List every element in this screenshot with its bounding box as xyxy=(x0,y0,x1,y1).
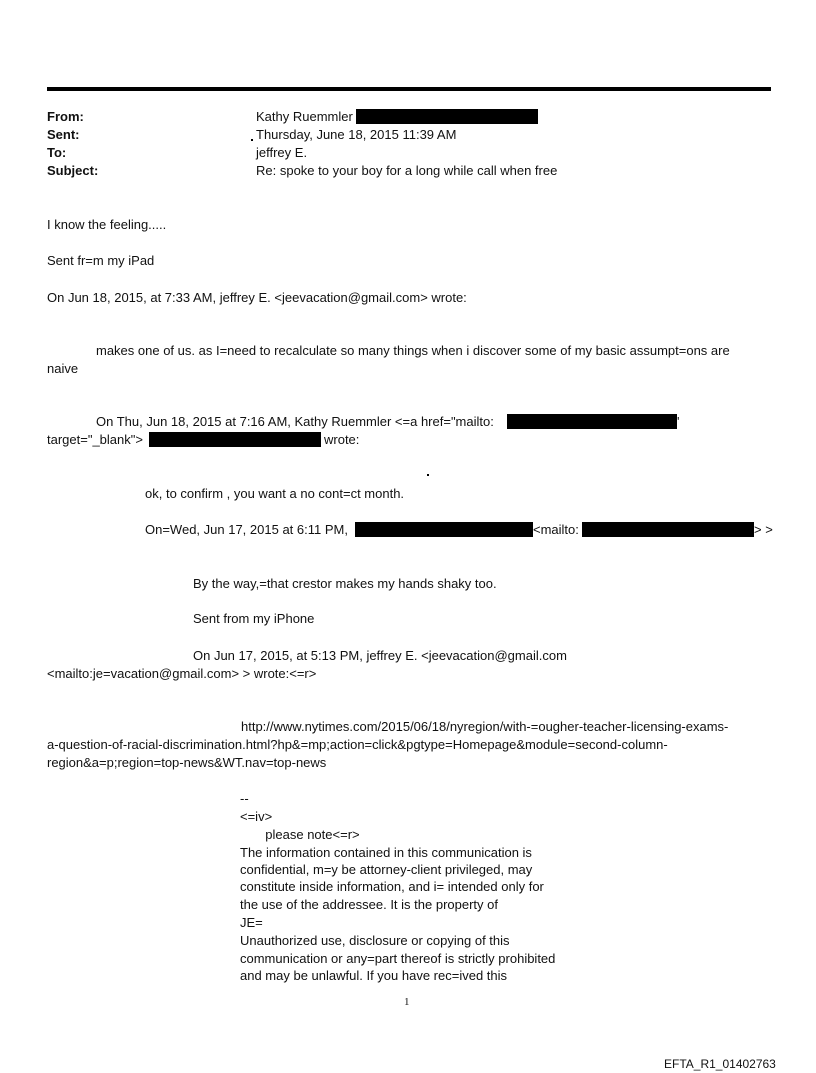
to-value: jeffrey E. xyxy=(256,145,308,160)
quote3-line: ok, to confirm , you want a no cont=ct month. xyxy=(145,486,405,501)
to-label: To: xyxy=(47,145,67,160)
sig-line: please note<=r> xyxy=(240,827,360,842)
quote4-line-a: On=Wed, Jun 17, 2015 at 6:11 PM, xyxy=(145,522,348,537)
body-line-2: Sent fr=m my iPad xyxy=(47,253,155,268)
sent-value: Thursday, June 18, 2015 11:39 AM xyxy=(256,127,457,142)
page-number: 1 xyxy=(404,996,410,1008)
quote2-line-b-end: wrote: xyxy=(324,432,360,447)
quote2-line-a-end: ' xyxy=(677,414,680,429)
sig-line: and may be unlawful. If you have rec=ived this xyxy=(240,968,508,983)
body-line-1: I know the feeling..... xyxy=(47,217,167,232)
sig-line: Unauthorized use, disclosure or copying of this xyxy=(240,933,510,948)
top-rule xyxy=(47,87,771,91)
from-value: Kathy Ruemmler xyxy=(256,109,353,124)
redaction-box xyxy=(355,522,533,537)
subject-label: Subject: xyxy=(47,163,99,178)
sig-line: communication or any=part thereof is strictly prohibited xyxy=(240,951,556,966)
quote2-line-b: target="_blank"> xyxy=(47,432,143,447)
quote7-line-b: <mailto:je=vacation@gmail.com> > wrote:<=r> xyxy=(47,666,317,681)
sig-line: confidential, m=y be attorney-client privileged, may xyxy=(240,862,533,877)
stray-mark xyxy=(251,139,253,141)
quote1-line-b: naive xyxy=(47,361,79,376)
quote1-line-a: makes one of us. as I=need to recalculate so many things when i discover some of my basic assumpt=ons are xyxy=(96,343,730,358)
from-label: From: xyxy=(47,109,84,124)
sig-line: constitute inside information, and i= intended only for xyxy=(240,879,544,894)
url-line-a: http://www.nytimes.com/2015/06/18/nyregion/with-=ougher-teacher-licensing-exams- xyxy=(241,719,729,734)
redaction-box xyxy=(582,522,754,537)
quote7-line-a: On Jun 17, 2015, at 5:13 PM, jeffrey E. <jeevacation@gmail.com xyxy=(193,648,567,663)
url-line-c: region&a=p;region=top-news&WT.nav=top-news xyxy=(47,755,327,770)
sig-line: JE= xyxy=(240,915,263,930)
body-line-3: On Jun 18, 2015, at 7:33 AM, jeffrey E. <jeevacation@gmail.com> wrote: xyxy=(47,290,467,305)
quote2-line-a: On Thu, Jun 18, 2015 at 7:16 AM, Kathy Ruemmler <=a href="mailto: xyxy=(96,414,494,429)
url-line-b: a-question-of-racial-discrimination.html?hp&=mp;action=click&pgtype=Homepage&module=second-column- xyxy=(47,737,668,752)
quote4-line-b: <mailto: xyxy=(533,522,579,537)
stray-mark xyxy=(427,474,429,476)
sig-line: The information contained in this communication is xyxy=(240,845,532,860)
sent-label: Sent: xyxy=(47,127,80,142)
sig-line: -- xyxy=(240,791,249,806)
subject-value: Re: spoke to your boy for a long while call when free xyxy=(256,163,558,178)
quote4-line-c: > > xyxy=(754,522,773,537)
quote5-line: By the way,=that crestor makes my hands shaky too. xyxy=(193,576,497,591)
redaction-box xyxy=(507,414,680,429)
sig-line: <=iv> xyxy=(240,809,273,824)
redaction-box xyxy=(356,109,538,124)
document-id: EFTA_R1_01402763 xyxy=(664,1057,776,1071)
sig-line: the use of the addressee. It is the property of xyxy=(240,897,498,912)
redaction-box xyxy=(149,432,321,447)
quote6-line: Sent from my iPhone xyxy=(193,611,315,626)
